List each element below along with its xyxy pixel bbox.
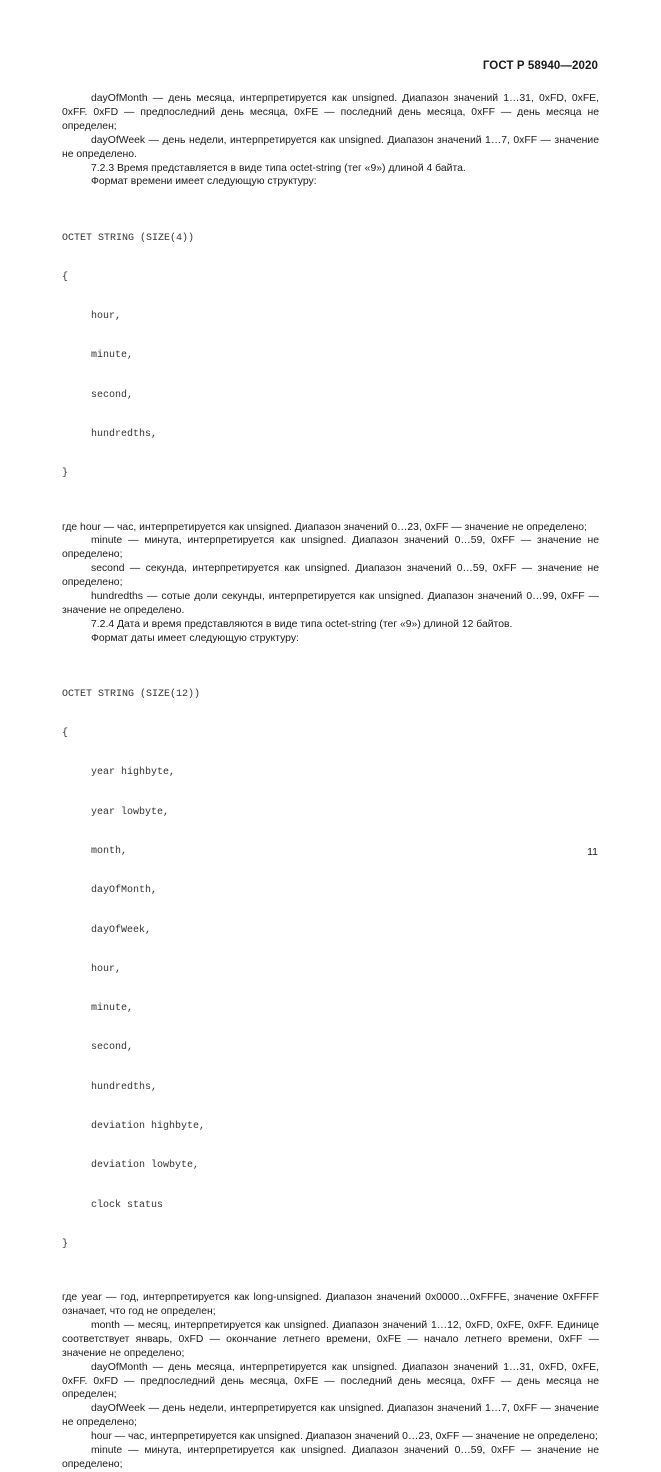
paragraph: dayOfWeek — день недели, интерпретируется как unsigned. Диапазон значений 1…7, 0xFF — значение не определено; — [62, 1403, 599, 1429]
code-line: year lowbyte, — [91, 806, 170, 818]
paragraph: hour — час, интерпретируется как unsigned. Диапазон значений 0…23, 0xFF — значение не определено; — [91, 1431, 598, 1443]
paragraph: month — месяц, интерпретируется как unsigned. Диапазон значений 1…12, 0xFD, 0xFE, 0xFF. Единице соответствует январь, 0xFD — окончание летнего времени, 0xFE — начало летнего времени, 0xFF — значение не определено; — [62, 1319, 599, 1359]
code-line: OCTET STRING (SIZE(4)) — [62, 232, 195, 244]
document-body — [62, 92, 599, 1472]
paragraph-group-a — [62, 92, 599, 189]
paragraph: hundredths — сотые доли секунды, интерпретируется как unsigned. Диапазон значений 0…99, 0xFF — значение не определено. — [62, 591, 599, 616]
code-line: hundredths, — [91, 1081, 158, 1093]
paragraph: second — секунда, интерпретируется как unsigned. Диапазон значений 0…59, 0xFF — значение не определено; — [62, 563, 599, 589]
document-header: ГОСТ Р 58940—2020 — [482, 60, 598, 72]
code-line: hour, — [91, 311, 122, 323]
code-line: clock status — [91, 1199, 164, 1211]
code-line: dayOfWeek, — [91, 924, 152, 936]
code-line: { — [62, 271, 69, 283]
code-line: month, — [91, 845, 128, 857]
code-line: } — [62, 1238, 69, 1250]
code-line: minute, — [91, 1003, 134, 1015]
paragraph: 7.2.3 Время представляется в виде типа octet-string (тег «9») длиной 4 байта. — [91, 162, 466, 174]
paragraph: 7.2.4 Дата и время представляются в виде типа octet-string (тег «9») длиной 12 байтов. — [91, 618, 513, 630]
code-line: second, — [91, 1042, 134, 1054]
code-line: OCTET STRING (SIZE(12)) — [62, 688, 201, 700]
paragraph: minute — минута, интерпретируется как unsigned. Диапазон значений 0…59, 0xFF — значение не определено; — [62, 1445, 599, 1470]
code-block-time — [62, 205, 599, 506]
code-line: deviation highbyte, — [91, 1120, 206, 1132]
code-line: year highbyte, — [91, 767, 176, 779]
code-block-datetime — [62, 662, 599, 1277]
paragraph: где hour — час, интерпретируется как unsigned. Диапазон значений 0…23, 0xFF — значение не определено; — [62, 521, 587, 533]
code-line: second, — [91, 389, 134, 401]
paragraph-group-b — [62, 521, 599, 646]
code-line: deviation lowbyte, — [91, 1160, 200, 1172]
paragraph: dayOfMonth — день месяца, интерпретируется как unsigned. Диапазон значений 1…31, 0xFD, 0xFE, 0xFF. 0xFD — предпоследний день месяца, 0xFE — последний день месяца, 0xFF — день месяца не определен; — [62, 93, 599, 132]
code-line: dayOfMonth, — [91, 885, 158, 897]
code-line: hour, — [91, 963, 122, 975]
code-line: hundredths, — [91, 428, 158, 440]
code-line: { — [62, 728, 69, 740]
paragraph: Формат даты имеет следующую структуру: — [91, 632, 299, 644]
paragraph: Формат времени имеет следующую структуру: — [91, 176, 317, 188]
code-line: } — [62, 468, 69, 480]
paragraph: где year — год, интерпретируется как long-unsigned. Диапазон значений 0x0000…0xFFFE, значение 0xFFFF означает, что год не определен; — [62, 1292, 599, 1317]
code-line: minute, — [91, 350, 134, 362]
page-number: 11 — [587, 846, 598, 858]
paragraph: dayOfWeek — день недели, интерпретируется как unsigned. Диапазон значений 1…7, 0xFF — значение не определено. — [62, 134, 599, 160]
paragraph-group-c — [62, 1291, 599, 1472]
paragraph: dayOfMonth — день месяца, интерпретируется как unsigned. Диапазон значений 1…31, 0xFD, 0xFE, 0xFF. 0xFD — предпоследний день месяца, 0xFE — последний день месяца, 0xFF — день месяца не определен; — [62, 1361, 599, 1401]
paragraph: minute — минута, интерпретируется как unsigned. Диапазон значений 0…59, 0xFF — значение не определено; — [62, 535, 599, 561]
